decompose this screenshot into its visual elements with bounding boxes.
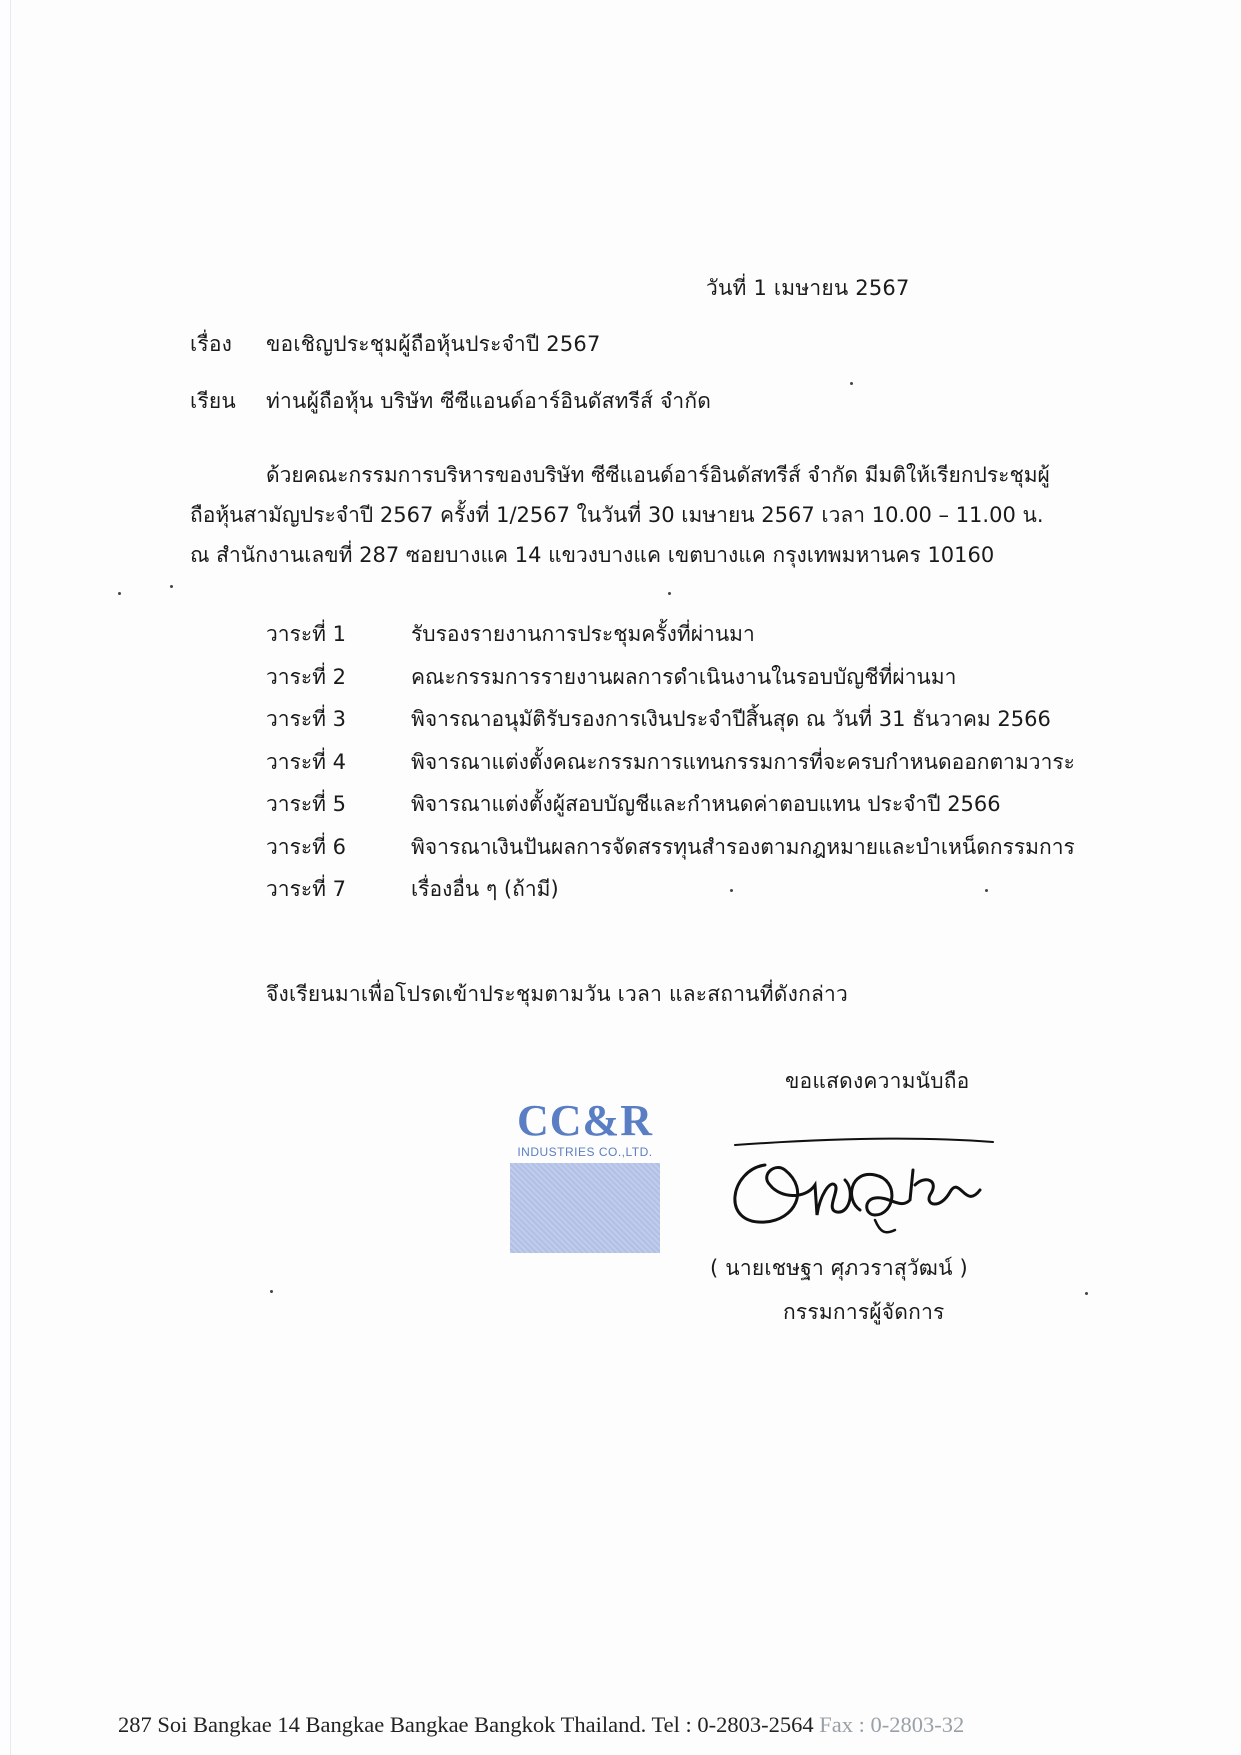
scan-speck — [668, 592, 671, 595]
agenda-item — [266, 831, 1106, 874]
agenda-item — [266, 703, 1106, 746]
signer-title: กรรมการผู้จัดการ — [783, 1300, 945, 1324]
agenda-item — [266, 746, 1106, 789]
stamp-company-subtitle: INDUSTRIES CO.,LTD. — [517, 1145, 653, 1159]
stamp-company-name: CC&R — [517, 1096, 653, 1145]
letter-date: วันที่ 1 เมษายน 2567 — [706, 276, 910, 300]
agenda-number: วาระที่ 4 — [266, 749, 347, 774]
body-line: ด้วยคณะกรรมการบริหารของบริษัท ซีซีแอนด์อาร์อินดัสทรีส์ จำกัด มีมติให้เรียกประชุมผู้ — [266, 463, 1050, 487]
agenda-number: วาระที่ 6 — [266, 834, 347, 859]
scan-speck — [850, 382, 853, 385]
scan-speck — [985, 889, 988, 892]
body-line: ณ สำนักงานเลขที่ 287 ซอยบางแค 14 แขวงบางแค เขตบางแค กรุงเทพมหานคร 10160 — [190, 543, 995, 567]
scan-speck — [730, 889, 733, 892]
body-paragraph — [190, 455, 1105, 575]
scan-edge-line — [10, 0, 11, 1755]
company-stamp — [505, 1095, 660, 1255]
agenda-number: วาระที่ 2 — [266, 664, 347, 689]
agenda-text: พิจารณาแต่งตั้งผู้สอบบัญชีและกำหนดค่าตอบแทน ประจำปี 2566 — [411, 792, 1001, 816]
recipient-label: เรียน — [190, 389, 236, 413]
agenda-text: พิจารณาอนุมัติรับรองการเงินประจำปีสิ้นสุด ณ วันที่ 31 ธันวาคม 2566 — [411, 707, 1051, 731]
agenda-list — [266, 618, 1106, 916]
agenda-item — [266, 661, 1106, 704]
agenda-number: วาระที่ 3 — [266, 707, 347, 731]
closing-sentence: จึงเรียนมาเพื่อโปรดเข้าประชุมตามวัน เวลา และสถานที่ดังกล่าว — [266, 982, 849, 1006]
body-line: ถือหุ้นสามัญประจำปี 2567 ครั้งที่ 1/2567 ในวันที่ 30 เมษายน 2567 เวลา 10.00 – 11.00 น. — [190, 503, 1044, 527]
agenda-text: เรื่องอื่น ๆ (ถ้ามี) — [411, 877, 559, 901]
subject-text: ขอเชิญประชุมผู้ถือหุ้นประจำปี 2567 — [266, 332, 601, 356]
footer-address-text: 287 Soi Bangkae 14 Bangkae Bangkae Bangkok Thailand. Tel : 0-2803-2564 — [118, 1712, 814, 1737]
agenda-text: พิจารณาเงินปันผลการจัดสรรทุนสำรองตามกฎหมายและบำเหน็ดกรรมการ — [411, 834, 1075, 859]
agenda-item — [266, 618, 1106, 661]
agenda-number: วาระที่ 7 — [266, 877, 347, 901]
scan-speck — [270, 1290, 273, 1293]
agenda-text: พิจารณาแต่งตั้งคณะกรรมการแทนกรรมการที่จะครบกำหนดออกตามวาระ — [411, 749, 1075, 774]
handwritten-signature — [725, 1130, 1000, 1240]
agenda-text: รับรองรายงานการประชุมครั้งที่ผ่านมา — [411, 622, 755, 646]
agenda-number: วาระที่ 5 — [266, 792, 347, 816]
subject-label: เรื่อง — [190, 332, 233, 356]
stamp-shaded-box — [510, 1163, 660, 1253]
agenda-text: คณะกรรมการรายงานผลการดำเนินงานในรอบบัญชีที่ผ่านมา — [411, 664, 957, 689]
scan-speck — [1085, 1292, 1088, 1295]
footer-fax-text: Fax : 0-2803-32 — [819, 1712, 965, 1737]
agenda-number: วาระที่ 1 — [266, 622, 347, 646]
recipient-text: ท่านผู้ถือหุ้น บริษัท ซีซีแอนด์อาร์อินดัสทรีส์ จำกัด — [266, 389, 712, 413]
scan-speck — [170, 585, 173, 588]
agenda-item — [266, 873, 1106, 916]
footer-address — [118, 1712, 964, 1738]
regards-text: ขอแสดงความนับถือ — [785, 1069, 970, 1093]
scan-speck — [118, 592, 121, 595]
agenda-item — [266, 788, 1106, 831]
signer-name: ( นายเชษฐา ศุภวราสุวัฒน์ ) — [710, 1256, 968, 1280]
